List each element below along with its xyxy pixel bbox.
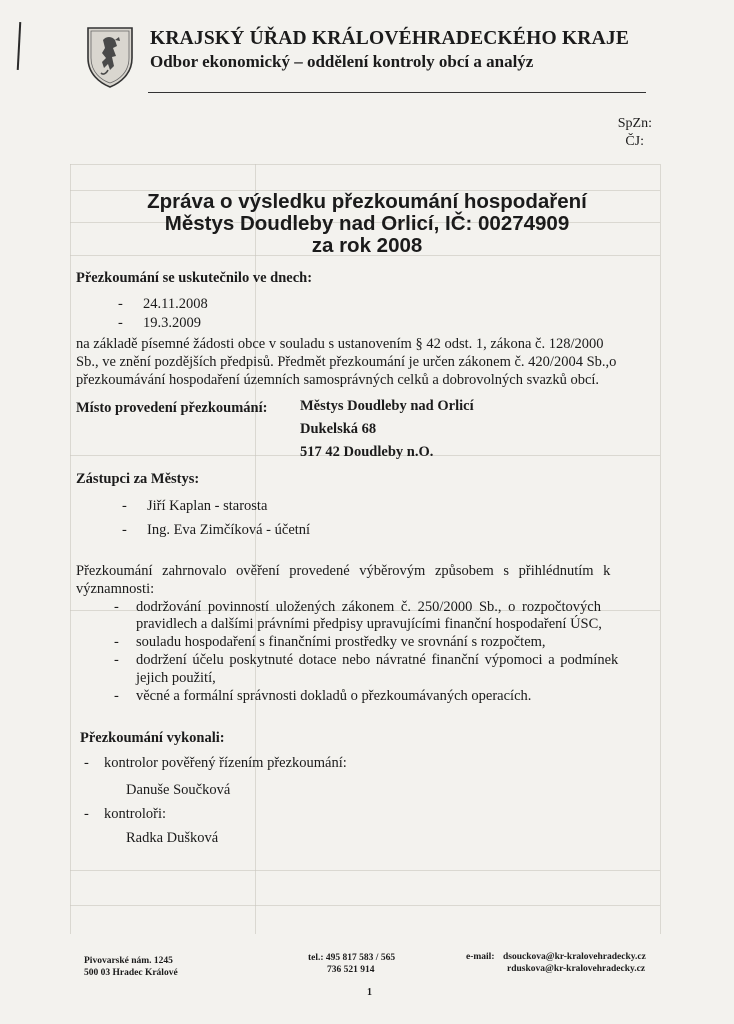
scope-item: pravidlech a dalšími právními předpisy upravujícími finanční hospodaření ÚSC,	[136, 616, 602, 632]
scope-item: souladu hospodaření s finančními prostředky ve srovnání s rozpočtem,	[136, 634, 546, 650]
scope-bullet: -	[114, 652, 119, 668]
date-item: 19.3.2009	[143, 315, 201, 331]
header-divider	[148, 92, 646, 93]
page-number: 1	[367, 987, 372, 998]
footer-phone-line2: 736 521 914	[327, 965, 375, 975]
scope-intro: významnosti:	[76, 581, 155, 597]
report-title-line1: Zpráva o výsledku přezkoumání hospodaření	[147, 190, 587, 213]
date-item: 24.11.2008	[143, 296, 208, 312]
performer-name: Danuše Součková	[126, 782, 231, 798]
basis-line: na základě písemné žádosti obce v souladu s ustanovením § 42 odst. 1, zákona č. 128/2000	[76, 336, 604, 352]
report-title-line2: Městys Doudleby nad Orlicí, IČ: 00274909	[164, 212, 570, 235]
place-city: 517 42 Doudleby n.O.	[300, 444, 434, 460]
footer-address-line2: 500 03 Hradec Králové	[84, 968, 178, 978]
representative-item: Ing. Eva Zimčíková - účetní	[147, 522, 311, 538]
basis-line: Sb., ve znění pozdějších předpisů. Předmět přezkoumání je určen zákonem č. 420/2004 Sb.,o	[76, 354, 617, 370]
scope-bullet: -	[114, 688, 119, 704]
place-label: Místo provedení přezkoumání:	[76, 400, 268, 416]
scope-item: dodržování povinností uložených zákonem č. 250/2000 Sb., o rozpočtových	[136, 599, 601, 615]
basis-line: přezkoumávání hospodaření územních samosprávných celků a dobrovolných svazků obcí.	[76, 372, 600, 388]
margin-pen-mark	[17, 22, 22, 70]
date-item-bullet: -	[118, 315, 123, 331]
footer-phone-line1: tel.: 495 817 583 / 565	[308, 953, 396, 963]
scope-item: dodržení účelu poskytnuté dotace nebo návratné finanční výpomoci a podmínek	[136, 652, 619, 668]
scope-bullet: -	[114, 599, 119, 615]
footer-email-1: dsouckova@kr-kralovehradecky.cz	[503, 952, 646, 962]
representative-item: Jiří Kaplan - starosta	[147, 498, 268, 514]
cj-label: ČJ:	[625, 134, 644, 149]
performer-role: kontrolor pověřený řízením přezkoumání:	[104, 755, 347, 771]
performed-bullet: -	[84, 806, 89, 822]
dates-heading: Přezkoumání se uskutečnilo ve dnech:	[76, 270, 313, 286]
performer-role: kontroloři:	[104, 806, 167, 822]
footer-email-2: rduskova@kr-kralovehradecky.cz	[507, 964, 646, 974]
place-street: Dukelská 68	[300, 421, 377, 437]
report-title-line3: za rok 2008	[311, 234, 423, 257]
organization-name: KRAJSKÝ ÚŘAD KRÁLOVÉHRADECKÉHO KRAJE	[150, 28, 630, 49]
representatives-heading: Zástupci za Městys:	[76, 471, 200, 487]
footer-address-line1: Pivovarské nám. 1245	[84, 956, 173, 966]
date-item-bullet: -	[118, 296, 123, 312]
scope-item: jejich použití,	[136, 670, 216, 686]
scope-bullet: -	[114, 634, 119, 650]
department-name: Odbor ekonomický – oddělení kontroly obcí a analýz	[150, 52, 534, 71]
place-name: Městys Doudleby nad Orlicí	[300, 398, 474, 414]
performer-name: Radka Dušková	[126, 830, 219, 846]
representative-bullet: -	[122, 522, 127, 538]
performed-bullet: -	[84, 755, 89, 771]
scope-intro: Přezkoumání zahrnovalo ověření provedené výběrovým způsobem s přihlédnutím k	[76, 563, 611, 579]
representative-bullet: -	[122, 498, 127, 514]
footer-email-label: e-mail:	[466, 952, 495, 962]
spzn-label: SpZn:	[617, 116, 652, 131]
scope-item: věcné a formální správnosti dokladů o přezkoumávaných operacích.	[136, 688, 532, 704]
performed-heading: Přezkoumání vykonali:	[80, 730, 225, 746]
coat-of-arms-icon	[86, 26, 134, 88]
